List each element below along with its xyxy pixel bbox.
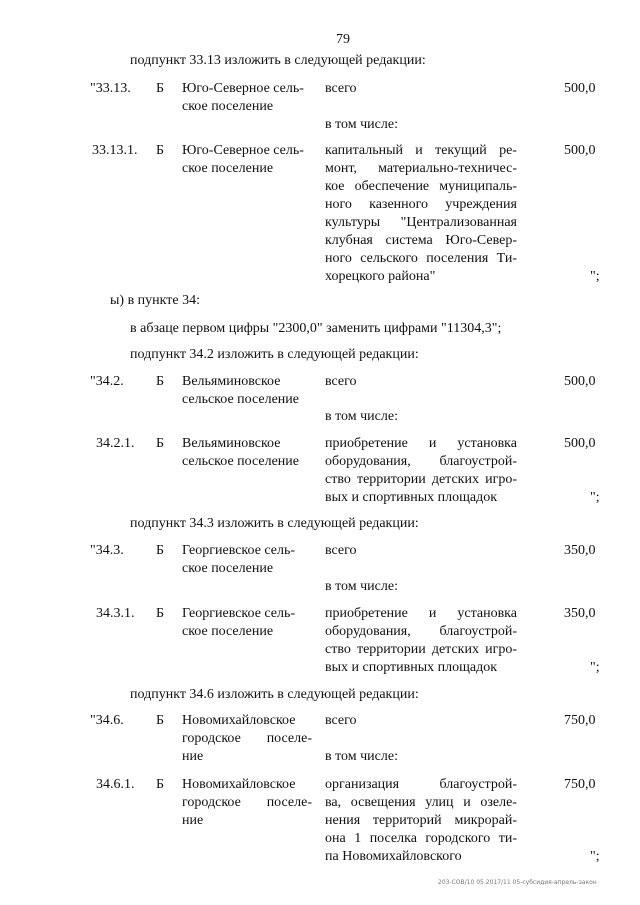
word: оборудования,	[325, 454, 411, 469]
text-line	[325, 830, 517, 848]
word: ство	[325, 472, 351, 487]
text-line: ние	[182, 749, 204, 764]
text-line	[325, 160, 517, 178]
row-34-2-sub: в том числе:	[325, 409, 398, 424]
row-34-3-1-end: ";	[590, 660, 600, 675]
word: оборудования,	[325, 624, 411, 639]
row-34-6-desc: всего	[325, 713, 357, 728]
word: обеспечение	[354, 179, 430, 194]
text-line	[325, 453, 517, 471]
text-line: Юго-Северное сель-	[182, 81, 304, 96]
word: материально-техничес-	[378, 161, 517, 176]
word: Новомихайловское	[182, 713, 296, 728]
row-34-3-sub: в том числе:	[325, 579, 398, 594]
word: Ти-	[496, 251, 517, 266]
row-34-6-name	[182, 712, 312, 766]
row-34-2-number: "34.2.	[90, 374, 124, 389]
row-33-13-amount: 500,0	[564, 81, 596, 96]
text-line	[182, 712, 312, 730]
row-33-13-1-end: ";	[590, 269, 600, 284]
row-33-13-desc: всего	[325, 81, 357, 96]
word: муниципаль-	[439, 179, 517, 194]
text-line	[182, 776, 312, 794]
word: территории	[356, 472, 426, 487]
text-line: ское поселение	[182, 99, 274, 114]
word: казенного	[369, 197, 429, 212]
row-34-2-budget: Б	[156, 374, 165, 389]
text-line	[325, 641, 517, 659]
text-line	[325, 489, 517, 507]
row-34-2-name	[182, 373, 299, 409]
row-34-3-1-budget: Б	[156, 606, 165, 621]
word: поселе-	[266, 795, 312, 810]
text-line: ское поселение	[182, 561, 274, 576]
word: Новомихайловское	[182, 777, 296, 792]
word: детских	[431, 472, 479, 487]
word: благоустрой-	[439, 624, 517, 639]
paragraph-y: ы) в пункте 34:	[110, 293, 201, 308]
row-34-2-1-desc	[325, 435, 517, 507]
intro-34-6: подпункт 34.6 изложить в следующей редакции:	[130, 687, 419, 702]
text-line	[325, 605, 517, 623]
row-34-3-amount: 350,0	[564, 543, 596, 558]
intro-33-13: подпункт 33.13 изложить в следующей редакции:	[130, 53, 426, 68]
intro-34-3: подпункт 34.3 изложить в следующей редакции:	[130, 516, 419, 531]
row-33-13-1-number: 33.13.1.	[92, 143, 138, 158]
word: городское	[182, 731, 241, 746]
word: ре-	[499, 143, 517, 158]
word: поселка	[369, 831, 417, 846]
word: установка	[457, 606, 517, 621]
row-34-3-name	[182, 542, 295, 578]
text-line	[325, 214, 517, 232]
word: нения	[325, 813, 361, 828]
word: и	[428, 436, 437, 451]
text-line	[325, 776, 517, 794]
word: сельского	[360, 251, 418, 266]
row-33-13-name	[182, 80, 304, 116]
word: ва,	[325, 795, 342, 810]
row-34-6-1-end: ";	[590, 849, 600, 864]
word: хорецкого района"	[325, 269, 436, 284]
row-33-13-1-amount: 500,0	[564, 143, 596, 158]
word: монт,	[325, 161, 357, 176]
word: "Централизованная	[400, 215, 517, 230]
row-33-13-1-desc	[325, 142, 517, 286]
row-34-2-amount: 500,0	[564, 374, 596, 389]
row-34-3-1-name	[182, 605, 295, 641]
row-33-13-number: "33.13.	[90, 81, 131, 96]
word: микрорай-	[454, 813, 517, 828]
word: Юго-Север-	[445, 233, 517, 248]
text-line: сельское поселение	[182, 454, 299, 469]
word: и	[428, 606, 437, 621]
word: территории	[356, 642, 426, 657]
footer-code: 203-СОВ/10 05 2017/11 05-субсидия-апрель-закон	[438, 879, 597, 886]
word: городское	[182, 795, 241, 810]
word: учреждения	[445, 197, 517, 212]
word: освещения	[350, 795, 416, 810]
row-34-3-number: "34.3.	[90, 543, 124, 558]
paragraph-abzac: в абзаце первом цифры "2300,0" заменить цифрами "11304,3";	[130, 321, 502, 336]
word: благоустрой-	[439, 454, 517, 469]
text-line: сельское поселение	[182, 392, 299, 407]
word: ного	[325, 197, 352, 212]
word: приобретение	[325, 436, 408, 451]
word: приобретение	[325, 606, 408, 621]
row-34-2-1-name	[182, 435, 299, 471]
text-line	[325, 435, 517, 453]
word: па Новомихайловского	[325, 849, 462, 864]
word: ти-	[498, 831, 517, 846]
row-34-2-1-amount: 500,0	[564, 436, 596, 451]
row-34-2-1-end: ";	[590, 490, 600, 505]
text-line	[325, 848, 517, 866]
text-line	[182, 794, 312, 812]
text-line	[325, 812, 517, 830]
word: благоустрой-	[439, 777, 517, 792]
row-33-13-1-budget: Б	[156, 143, 165, 158]
row-34-6-budget: Б	[156, 713, 165, 728]
word: и	[415, 143, 423, 158]
row-34-6-1-name	[182, 776, 312, 830]
word: ство	[325, 642, 351, 657]
row-33-13-budget: Б	[156, 81, 165, 96]
text-line	[325, 794, 517, 812]
word: детских	[431, 642, 479, 657]
text-line: Вельяминовское	[182, 374, 281, 389]
row-34-2-desc: всего	[325, 374, 357, 389]
word: и	[463, 795, 471, 810]
row-34-6-1-number: 34.6.1.	[96, 777, 135, 792]
word: игро-	[485, 642, 517, 657]
row-34-3-desc: всего	[325, 543, 357, 558]
word: поселе-	[266, 731, 312, 746]
row-34-3-1-desc	[325, 605, 517, 677]
word: организация	[325, 777, 400, 792]
row-33-13-sub: в том числе:	[325, 117, 398, 132]
word: городского	[425, 831, 491, 846]
word: кое	[325, 179, 345, 194]
word: вых и спортивных площадок	[325, 660, 498, 675]
row-34-6-sub: в том числе:	[325, 749, 398, 764]
text-line: Вельяминовское	[182, 436, 281, 451]
word: 1	[354, 831, 362, 846]
text-line: ское поселение	[182, 161, 274, 176]
row-34-6-1-desc	[325, 776, 517, 866]
word: культуры	[325, 215, 381, 230]
row-34-2-1-number: 34.2.1.	[96, 436, 135, 451]
text-line: ское поселение	[182, 624, 274, 639]
word: игро-	[485, 472, 517, 487]
word: ного	[325, 251, 352, 266]
page-number: 79	[336, 32, 350, 47]
word: клубная	[325, 233, 373, 248]
text-line: Георгиевское сель-	[182, 543, 296, 558]
word: установка	[457, 436, 517, 451]
row-34-6-1-budget: Б	[156, 777, 165, 792]
text-line: Юго-Северное сель-	[182, 143, 304, 158]
row-34-2-1-budget: Б	[156, 436, 165, 451]
word: система	[385, 233, 433, 248]
word: озеле-	[480, 795, 517, 810]
text-line	[325, 471, 517, 489]
text-line: Георгиевское сель-	[182, 606, 296, 621]
text-line	[325, 178, 517, 196]
text-line	[325, 659, 517, 677]
text-line	[325, 623, 517, 641]
word: она	[325, 831, 346, 846]
text-line	[325, 232, 517, 250]
text-line	[325, 142, 517, 160]
word: капитальный	[325, 143, 403, 158]
text-line	[325, 196, 517, 214]
row-34-3-1-amount: 350,0	[564, 606, 596, 621]
word: улиц	[425, 795, 454, 810]
text-line: ние	[182, 813, 204, 828]
text-line	[325, 268, 517, 286]
text-line	[325, 250, 517, 268]
text-line	[182, 730, 312, 748]
row-34-3-budget: Б	[156, 543, 165, 558]
row-34-6-amount: 750,0	[564, 713, 596, 728]
word: вых и спортивных площадок	[325, 490, 498, 505]
word: текущий	[435, 143, 487, 158]
word: поселения	[426, 251, 489, 266]
intro-34-2: подпункт 34.2 изложить в следующей редакции:	[130, 347, 419, 362]
row-34-3-1-number: 34.3.1.	[96, 606, 135, 621]
row-34-6-number: "34.6.	[90, 713, 124, 728]
word: территорий	[372, 813, 442, 828]
row-34-6-1-amount: 750,0	[564, 777, 596, 792]
row-33-13-1-name	[182, 142, 304, 178]
